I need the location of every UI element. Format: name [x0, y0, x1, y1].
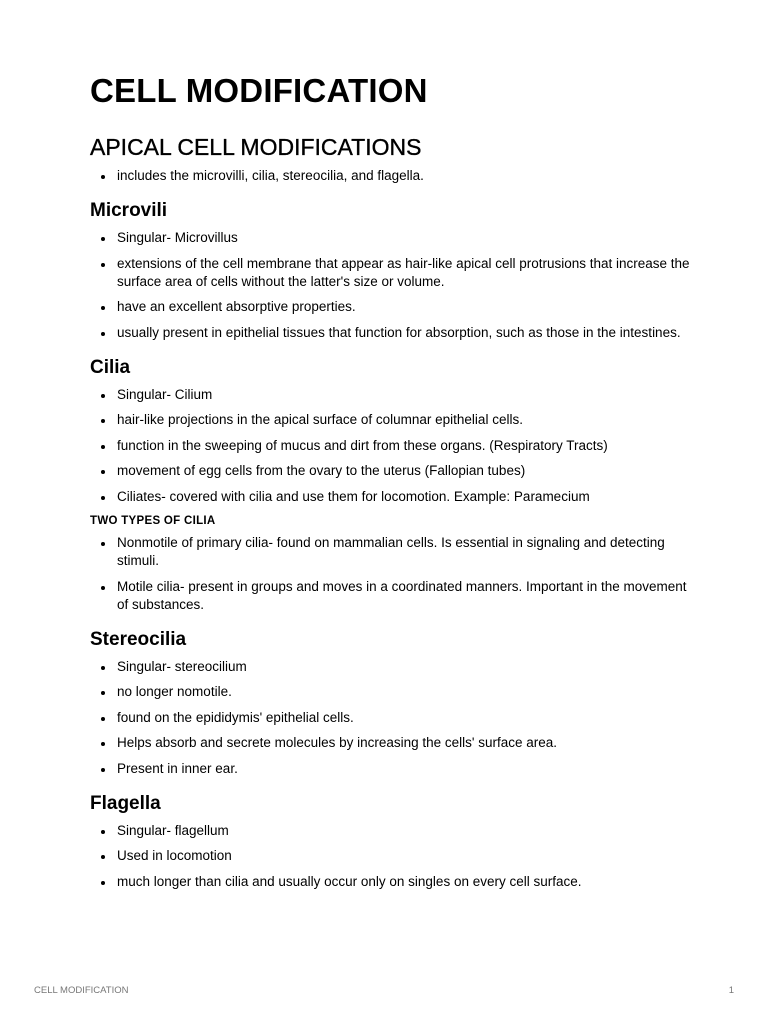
list-item: have an excellent absorptive properties.	[90, 298, 690, 316]
list-item: Singular- flagellum	[90, 822, 690, 840]
list-item: found on the epididymis' epithelial cells.	[90, 709, 690, 727]
section-heading-apical: APICAL CELL MODIFICATIONS	[90, 134, 422, 160]
list-item: Used in locomotion	[90, 847, 690, 865]
list-item: Ciliates- covered with cilia and use them for locomotion. Example: Paramecium	[90, 488, 690, 506]
list-item: no longer nomotile.	[90, 683, 690, 701]
heading-microvili: Microvili	[90, 200, 168, 221]
document-page	[90, 70, 690, 898]
page-title: CELL MODIFICATION	[90, 72, 428, 109]
microvili-list	[90, 229, 690, 342]
list-item: includes the microvilli, cilia, stereocilia, and flagella.	[90, 167, 690, 185]
intro-list	[90, 167, 690, 185]
list-item: hair-like projections in the apical surface of columnar epithelial cells.	[90, 411, 690, 429]
flagella-list	[90, 822, 690, 891]
heading-cilia: Cilia	[90, 356, 131, 378]
list-item: Singular- stereocilium	[90, 658, 690, 676]
cilia-list	[90, 386, 690, 506]
list-item: Helps absorb and secrete molecules by increasing the cells' surface area.	[90, 734, 690, 752]
subheading-two-types-of-cilia: TWO TYPES OF CILIA	[90, 515, 216, 527]
list-item: movement of egg cells from the ovary to the uterus (Fallopian tubes)	[90, 462, 690, 480]
list-item: Present in inner ear.	[90, 760, 690, 778]
list-item: Motile cilia- present in groups and moves in a coordinated manners. Important in the movement of substances.	[90, 578, 690, 614]
stereocilia-list	[90, 658, 690, 778]
list-item: Singular- Cilium	[90, 386, 690, 404]
list-item: usually present in epithelial tissues that function for absorption, such as those in the intestines.	[90, 324, 690, 342]
page-footer	[34, 985, 734, 996]
list-item: Nonmotile of primary cilia- found on mammalian cells. Is essential in signaling and detecting stimuli.	[90, 534, 690, 570]
page-number: 1	[728, 985, 734, 996]
heading-flagella: Flagella	[90, 792, 161, 814]
list-item: Singular- Microvillus	[90, 229, 690, 247]
list-item: extensions of the cell membrane that appear as hair-like apical cell protrusions that increase the surface area of cells without the latter's size or volume.	[90, 255, 690, 291]
list-item: function in the sweeping of mucus and dirt from these organs. (Respiratory Tracts)	[90, 437, 690, 455]
list-item: much longer than cilia and usually occur only on singles on every cell surface.	[90, 873, 690, 891]
heading-stereocilia: Stereocilia	[90, 628, 187, 650]
footer-label: CELL MODIFICATION	[34, 985, 129, 996]
cilia-types-list	[90, 534, 690, 614]
